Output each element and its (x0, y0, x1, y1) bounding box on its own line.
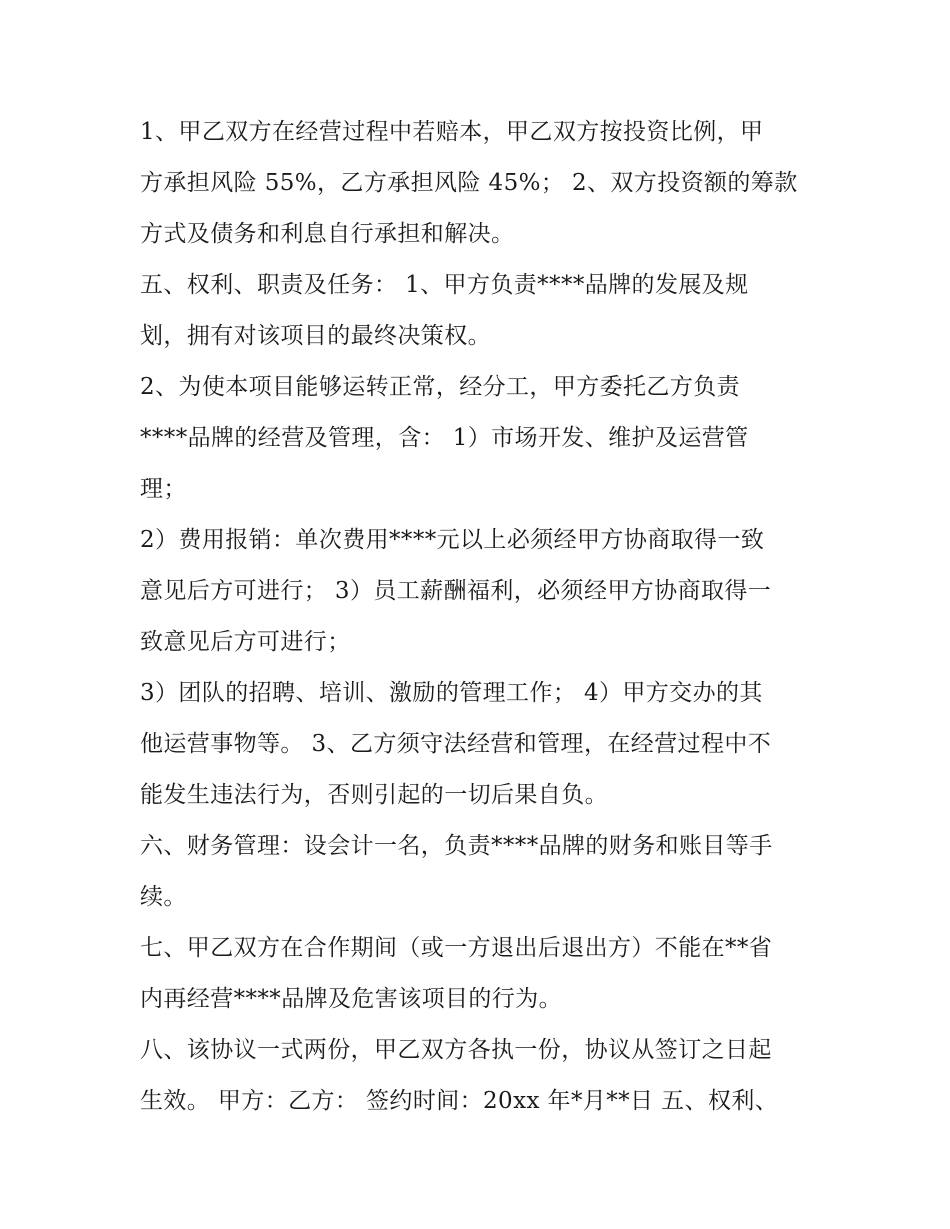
text-line-10: 意见后方可进行； 3）员工薪酬福利，必须经甲方协商取得一 (140, 578, 772, 604)
text-line-1: 1、甲乙双方在经营过程中若赔本，甲乙双方按投资比例，甲 (140, 119, 764, 145)
text-line-19: 八、该协议一式两份，甲乙双方各执一份，协议从签订之日起 (140, 1037, 772, 1063)
text-line-14: 能发生违法行为，否则引起的一切后果自负。 (140, 782, 608, 808)
text-line-4: 五、权利、职责及任务： 1、甲方负责****品牌的发展及规 (140, 272, 749, 298)
text-line-12: 3）团队的招聘、培训、激励的管理工作； 4）甲方交办的其 (140, 680, 763, 706)
text-line-16: 续。 (140, 884, 187, 910)
text-line-5: 划，拥有对该项目的最终决策权。 (140, 323, 491, 349)
text-line-7: ****品牌的经营及管理，含： 1）市场开发、维护及运营管 (140, 425, 749, 451)
text-line-20: 生效。 甲方：乙方： 签约时间：20xx 年*月**日 五、权利、 (140, 1088, 779, 1114)
text-line-8: 理； (140, 476, 187, 502)
text-line-2: 方承担风险 55%，乙方承担风险 45%； 2、双方投资额的筹款 (140, 170, 798, 196)
text-line-13: 他运营事物等。 3、乙方须守法经营和管理，在经营过程中不 (140, 731, 772, 757)
text-line-6: 2、为使本项目能够运转正常，经分工，甲方委托乙方负责 (140, 374, 741, 400)
text-line-18: 内再经营****品牌及危害该项目的行为。 (140, 986, 562, 1012)
text-line-9: 2）费用报销：单次费用****元以上必须经甲方协商取得一致 (140, 527, 765, 553)
text-line-15: 六、财务管理：设会计一名，负责****品牌的财务和账目等手 (140, 833, 773, 859)
text-line-11: 致意见后方可进行； (140, 629, 351, 655)
document-body (140, 107, 830, 1127)
text-line-17: 七、甲乙双方在合作期间（或一方退出后退出方）不能在**省 (140, 935, 773, 961)
text-line-3: 方式及债务和利息自行承担和解决。 (140, 221, 515, 247)
